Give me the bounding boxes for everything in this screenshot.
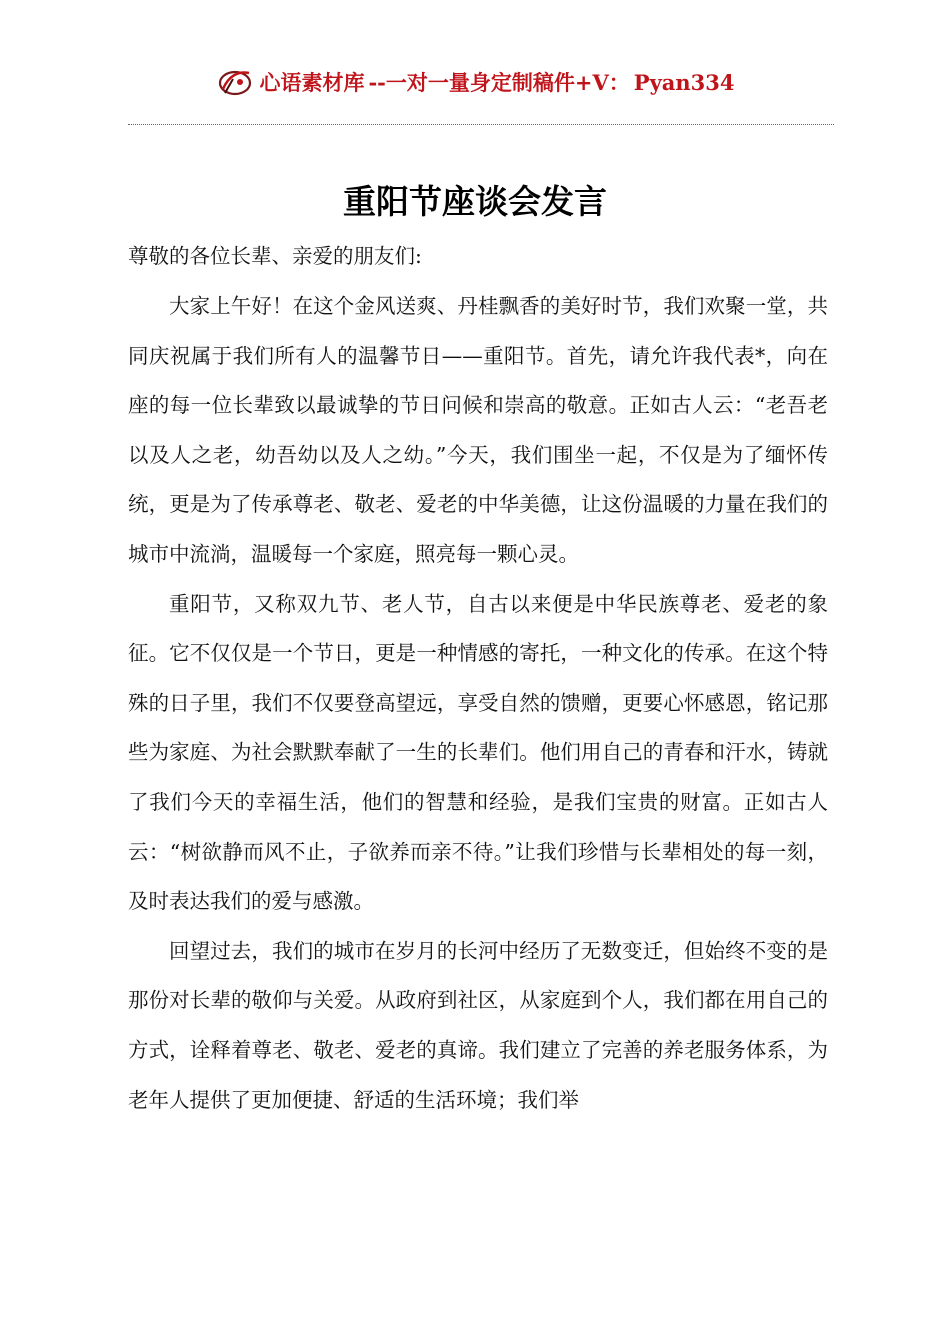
document-title: 重阳节座谈会发言: [343, 182, 607, 221]
document-body: [128, 232, 828, 1125]
contact-id: Pyan334: [633, 69, 735, 95]
brand-name: 心语素材库: [259, 70, 365, 95]
paragraph-1: 大家上午好！在这个金风送爽、丹桂飘香的美好时节，我们欢聚一堂，共同庆祝属于我们所有人的温馨节日——重阳节。首先，请允许我代表*，向在座的每一位长辈致以最诚挚的节日问候和崇高的敬意。正如古人云：“老吾老以及人之老，幼吾幼以及人之幼。”今天，我们围坐一起，不仅是为了缅怀传统，更是为了传承尊老、敬老、爱老的中华美德，让这份温暖的力量在我们的城市中流淌，温暖每一个家庭，照亮每一颗心灵。: [128, 294, 828, 566]
paragraph-3: 回望过去，我们的城市在岁月的长河中经历了无数变迁，但始终不变的是那份对长辈的敬仰与关爱。从政府到社区，从家庭到个人，我们都在用自己的方式，诠释着尊老、敬老、爱老的真谛。我们建立了完善的养老服务体系，为老年人提供了更加便捷、舒适的生活环境；我们举: [128, 938, 828, 1112]
header-divider: [128, 124, 834, 125]
logo-icon: [215, 65, 255, 99]
greeting: 尊敬的各位长辈、亲爱的朋友们:: [128, 244, 422, 268]
page-header: [0, 62, 950, 102]
header-slogan: --一对一量身定制稿件+V：: [368, 70, 630, 95]
paragraph-2: 重阳节，又称双九节、老人节，自古以来便是中华民族尊老、爱老的象征。它不仅仅是一个节日，更是一种情感的寄托，一种文化的传承。在这个特殊的日子里，我们不仅要登高望远，享受自然的馈赠，更要心怀感恩，铭记那些为家庭、为社会默默奉献了一生的长辈们。他们用自己的青春和汗水，铸就了我们今天的幸福生活，他们的智慧和经验，是我们宝贵的财富。正如古人云：“树欲静而风不止，子欲养而亲不待。”让我们珍惜与长辈相处的每一刻，及时表达我们的爱与感激。: [128, 591, 828, 914]
